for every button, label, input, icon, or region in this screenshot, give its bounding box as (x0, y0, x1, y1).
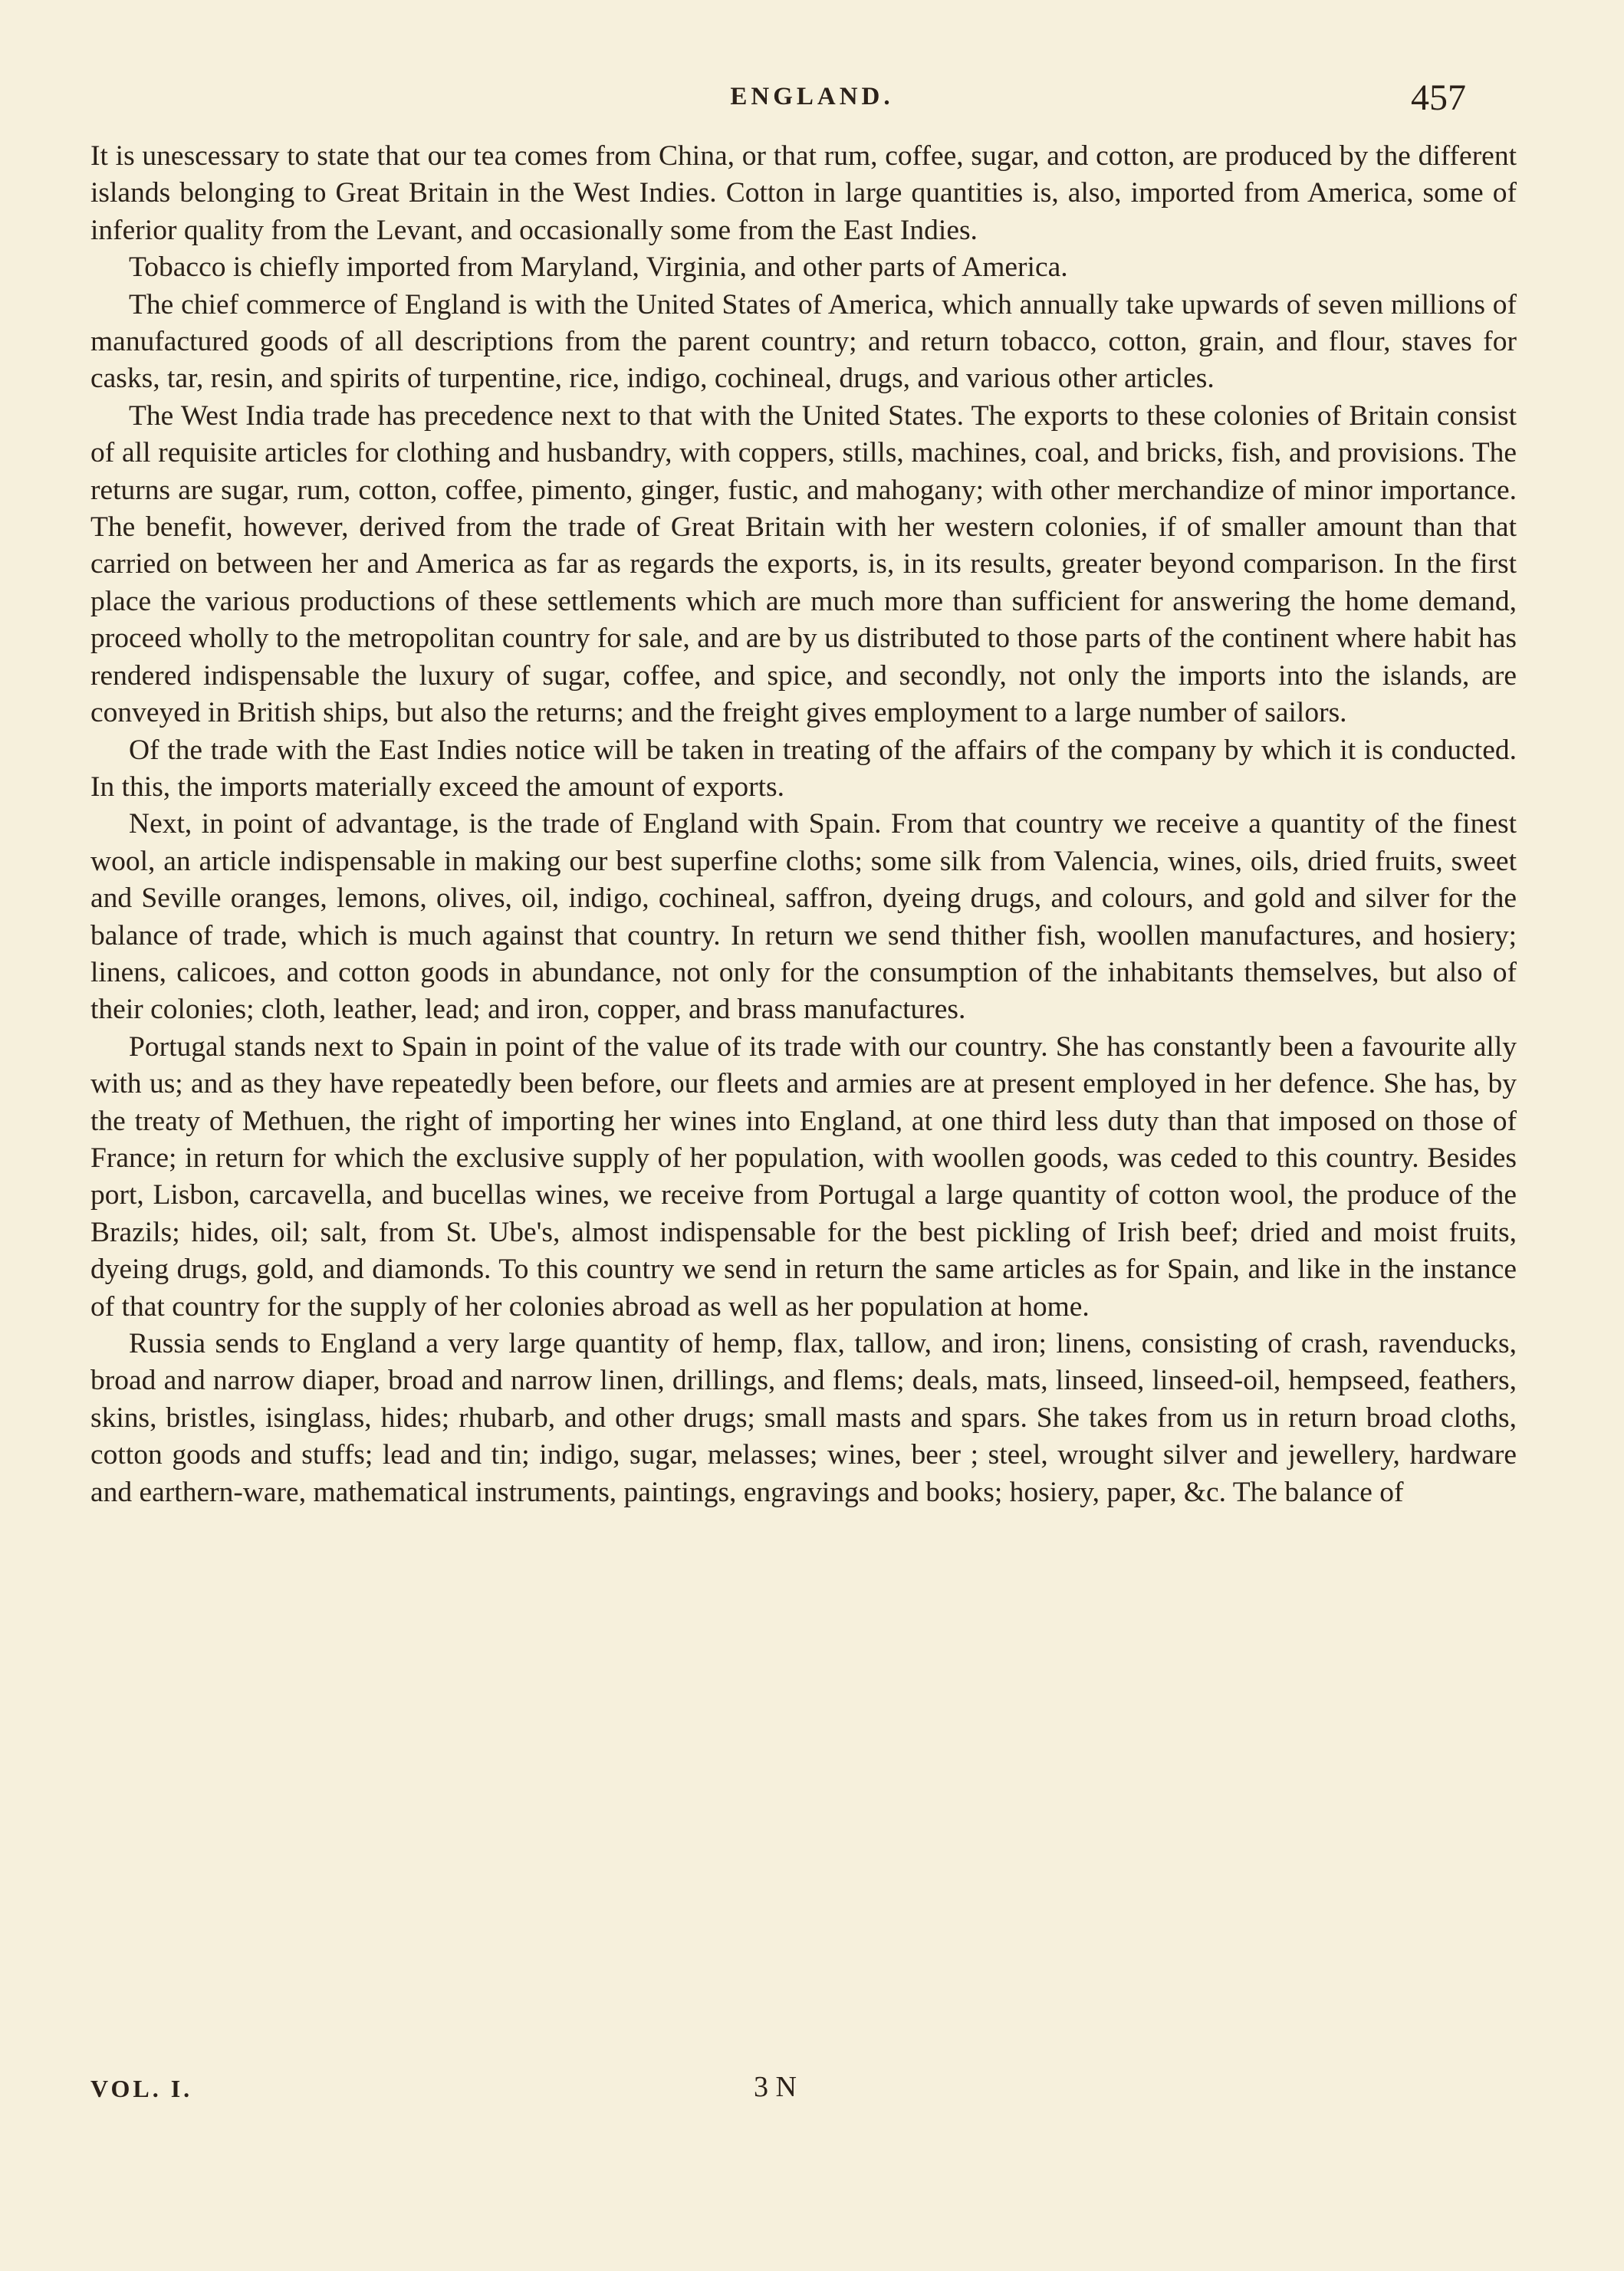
paragraph: Portugal stands next to Spain in point of the value of its trade with our country. She has constantly been a favourite ally with us; and as they have repeatedly been before, our fleets and armies are at present employed in her defence. She has, by the treaty of Methuen, the right of importing her wines into England, at one third less duty than that imposed on those of France; in return for which the exclusive supply of her population, with woollen goods, was ceded to this country. Besides port, Lisbon, carcavella, and bucellas wines, we receive from Portugal a large quantity of cotton wool, the produce of the Brazils; hides, oil; salt, from St. Ube's, almost indispensable for the best pickling of Irish beef; dried and moist fruits, dyeing drugs, gold, and diamonds. To this country we send in return the same articles as for Spain, and like in the instance of that country for the supply of her colonies abroad as well as her population at home. (90, 1030, 1517, 1323)
paragraph: Tobacco is chiefly imported from Maryland, Virginia, and other parts of America. (129, 251, 1068, 284)
page-number: 457 (1411, 77, 1466, 118)
paragraph: It is unescessary to state that our tea comes from China, or that rum, coffee, sugar, and cotton, are produced by the different islands belonging to Great Britain in the West Indies. Cotton in large quantities is, also, imported from America, some of inferior quality from the Levant, and occasionally some from the East Indies. (90, 140, 1517, 246)
paragraph: Russia sends to England a very large quantity of hemp, flax, tallow, and iron; linens, consisting of crash, ravenducks, broad and narrow diaper, broad and narrow linen, drillings, and flems; deals, mats, linseed, linseed-oil, hempseed, feathers, skins, bristles, isinglass, hides; rhubarb, and other drugs; small masts and spars. She takes from us in return broad cloths, cotton goods and stuffs; lead and tin; indigo, sugar, melasses; wines, beer ; steel, wrought silver and jewellery, hardware and earthern-ware, mathematical instruments, paintings, engravings and books; hosiery, paper, &c. The balance of (90, 1328, 1517, 1508)
paragraph: The chief commerce of England is with the United States of America, which annually take upwards of seven millions of manufactured goods of all descriptions from the parent country; and return tobacco, cotton, grain, and flour, staves for casks, tar, resin, and spirits of turpentine, rice, indigo, cochineal, drugs, and various other articles. (90, 288, 1517, 395)
body-text (90, 138, 1517, 1511)
paragraph: Of the trade with the East Indies notice will be taken in treating of the affairs of the company by which it is conducted. In this, the imports materially exceed the amount of exports. (90, 734, 1517, 803)
paragraph: Next, in point of advantage, is the trade of England with Spain. From that country we receive a quantity of the finest wool, an article indispensable in making our best superfine cloths; some silk from Valencia, wines, oils, dried fruits, sweet and Seville oranges, lemons, olives, oil, indigo, cochineal, saffron, dyeing drugs, and colours, and gold and silver for the balance of trade, which is much against that country. In return we send thither fish, woollen manufactures, and hosiery; linens, calicoes, and cotton goods in abundance, not only for the consumption of the inhabitants themselves, but also of their colonies; cloth, leather, lead; and iron, copper, and brass manufactures. (90, 808, 1517, 1026)
running-head (0, 77, 1624, 129)
paragraph: The West India trade has precedence next to that with the United States. The exports to these colonies of Britain consist of all requisite articles for clothing and husbandry, with coppers, stills, machines, coal, and bricks, fish, and provisions. The returns are sugar, rum, cotton, coffee, pimento, ginger, fustic, and mahogany; with other merchandize of minor importance. The benefit, however, derived from the trade of Great Britain with her western colonies, if of smaller amount than that carried on between her and America as far as regards the exports, is, in its results, greater beyond comparison. In the first place the various productions of these settlements which are much more than sufficient for answering the home demand, proceed wholly to the metropolitan country for sale, and are by us distributed to those parts of the continent where habit has rendered indispensable the luxury of sugar, coffee, and spice, and secondly, not only the imports into the islands, are conveyed in British ships, but also the returns; and the freight gives employment to a large number of sailors. (90, 399, 1517, 729)
page-footer (0, 2071, 1624, 2113)
signature-mark: 3 N (754, 2071, 797, 2103)
page-title: ENGLAND. (730, 83, 894, 110)
volume-label: VOL. I. (90, 2075, 193, 2102)
